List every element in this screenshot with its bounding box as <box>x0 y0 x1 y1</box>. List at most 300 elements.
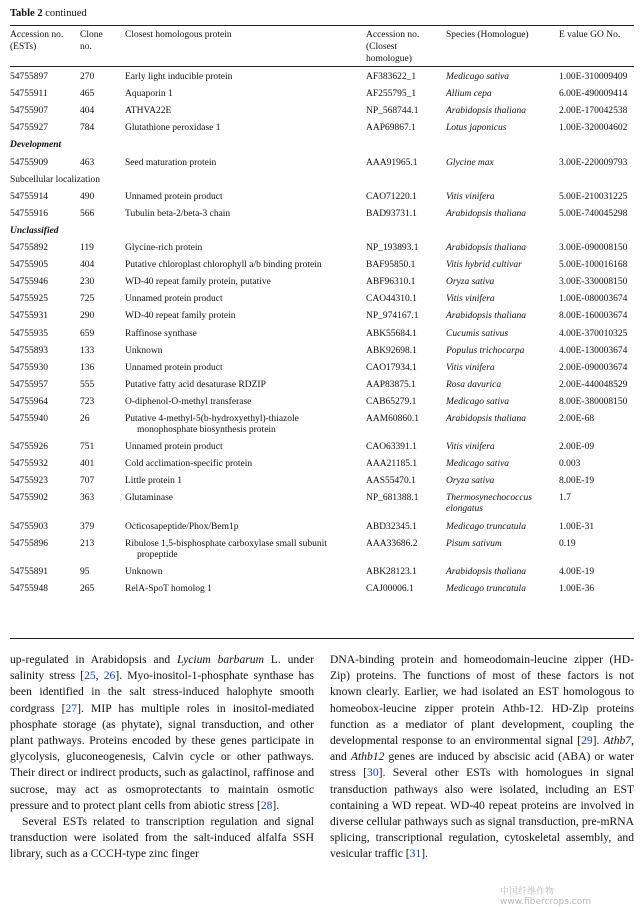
cell-accession-homologue-line: ABD32345.1 <box>366 521 417 532</box>
cell-protein-line: propeptide <box>137 549 178 560</box>
cell-accession-homologue-line: AAP69867.1 <box>366 123 416 134</box>
cell-evalue-go <box>559 459 580 470</box>
cell-clone <box>80 260 94 271</box>
cell-evalue-go-line: 5.00E-100016168 <box>559 260 628 271</box>
cell-protein <box>125 123 363 134</box>
cell-evalue-go-line: 0.19 <box>559 538 576 549</box>
cell-accession-est-line: 54755932 <box>10 459 48 470</box>
cell-protein-line: Glutaminase <box>125 493 174 504</box>
header-species: Species (Homologue) <box>446 30 529 40</box>
cell-protein <box>125 260 363 271</box>
cell-accession-est <box>10 260 48 271</box>
cell-evalue-go-line: 1.00E-31 <box>559 521 595 532</box>
cell-species-line: Allium cepa <box>446 89 492 100</box>
cell-accession-homologue-line: NP_974167.1 <box>366 311 419 322</box>
cell-evalue-go <box>559 158 627 169</box>
cell-evalue-go-line: 1.7 <box>559 493 571 504</box>
cell-clone-line: 136 <box>80 362 95 373</box>
cell-accession-homologue-line: CAO44310.1 <box>366 294 417 305</box>
citation-link[interactable]: 26 <box>103 669 116 683</box>
cell-accession-est-line: 54755907 <box>10 106 48 117</box>
cell-accession-homologue <box>366 192 417 203</box>
cell-clone <box>80 567 90 578</box>
cell-clone-line: 751 <box>80 442 95 453</box>
cell-evalue-go-line: 3.00E-330008150 <box>559 277 628 288</box>
cell-clone-line: 555 <box>80 379 95 390</box>
table-header-rule <box>10 66 634 67</box>
cell-accession-est-line: 54755916 <box>10 208 48 219</box>
cell-accession-est <box>10 192 48 203</box>
cell-protein-line: Glycine-rich protein <box>125 243 203 253</box>
header-accession-homologue: Accession no. (Closest homologue) <box>366 30 420 64</box>
cell-accession-homologue-line: ABF96310.1 <box>366 277 416 288</box>
cell-clone-line: 119 <box>80 243 94 253</box>
cell-species <box>446 346 558 357</box>
body-paragraph <box>330 652 634 863</box>
cell-species-line: Medicago sativa <box>446 459 510 470</box>
cell-accession-est <box>10 209 48 220</box>
cell-species <box>446 329 558 340</box>
cell-evalue-go <box>559 567 594 578</box>
cell-species <box>446 243 558 254</box>
text-run: ]. <box>272 798 280 812</box>
header-evalue-go: E value GO No. <box>559 30 621 40</box>
cell-accession-homologue <box>366 380 416 391</box>
cell-accession-homologue-line: NP_568744.1 <box>366 106 419 117</box>
cell-protein-line: Aquaporin 1 <box>125 89 173 100</box>
cell-accession-homologue-line: CAJ00006.1 <box>366 583 414 594</box>
cell-protein <box>125 106 363 117</box>
cell-evalue-go <box>559 522 594 533</box>
cell-accession-est-line: 54755891 <box>10 566 48 577</box>
cell-species <box>446 397 558 408</box>
cell-accession-est-line: 54755957 <box>10 379 48 390</box>
cell-accession-homologue-line: CAO63391.1 <box>366 442 417 453</box>
cell-species-line: Medicago truncatula <box>446 521 526 532</box>
cell-protein <box>125 89 363 100</box>
cell-clone <box>80 522 94 533</box>
cell-accession-homologue <box>366 106 419 117</box>
cell-accession-est <box>10 158 48 169</box>
cell-protein <box>125 414 363 436</box>
cell-protein-line: Little protein 1 <box>125 476 182 487</box>
cell-accession-homologue-line: NP_681388.1 <box>366 493 419 504</box>
cell-species <box>446 158 558 169</box>
cell-protein-line: Ribulose 1,5-bisphosphate carboxylase small subunit <box>125 538 327 549</box>
cell-accession-homologue <box>366 522 417 533</box>
cell-protein <box>125 294 363 305</box>
cell-species <box>446 260 558 271</box>
cell-clone <box>80 459 94 470</box>
cell-protein-line: Unnamed protein product <box>125 442 223 453</box>
cell-accession-homologue <box>366 277 415 288</box>
cell-protein-line: Unnamed protein product <box>125 191 223 202</box>
cell-clone-line: 725 <box>80 294 95 305</box>
cell-clone <box>80 106 94 117</box>
citation-link[interactable]: 30 <box>367 766 379 780</box>
cell-clone <box>80 539 94 550</box>
cell-accession-est <box>10 72 48 83</box>
cell-species <box>446 522 558 533</box>
cell-evalue-go <box>559 243 627 254</box>
text-run: ]. <box>421 847 428 861</box>
cell-clone <box>80 277 94 288</box>
cell-clone <box>80 209 94 220</box>
cell-clone <box>80 311 94 322</box>
cell-species-line: Glycine max <box>446 157 494 168</box>
cell-clone-line: 463 <box>80 157 95 168</box>
italic-term: Athb7 <box>603 734 632 748</box>
cell-accession-homologue-line: AF255795_1 <box>366 89 417 100</box>
cell-accession-est <box>10 346 48 357</box>
cell-accession-homologue <box>366 346 417 357</box>
cell-species-line: Arabidopsis thaliana <box>446 311 526 322</box>
cell-accession-homologue-line: ABK92698.1 <box>366 345 417 356</box>
cell-species <box>446 493 558 515</box>
cell-protein <box>125 209 363 220</box>
cell-accession-homologue-line: AAS55470.1 <box>366 476 416 487</box>
cell-accession-homologue-line: BAD93731.1 <box>366 208 417 219</box>
header-accession-est: Accession no. (ESTs) <box>10 30 64 52</box>
cell-species-line: Medicago truncatula <box>446 583 526 594</box>
table-caption-continued: continued <box>45 8 87 19</box>
cell-accession-homologue <box>366 584 414 595</box>
cell-accession-est <box>10 380 48 391</box>
cell-accession-est-line: 54755893 <box>10 345 48 356</box>
cell-species <box>446 123 558 134</box>
text-run: , <box>95 669 104 683</box>
cell-clone <box>80 72 94 83</box>
cell-clone <box>80 346 94 357</box>
cell-accession-homologue-line: AAA91965.1 <box>366 157 418 168</box>
cell-protein-line: ATHVA22E <box>125 106 172 117</box>
cell-evalue-go <box>559 209 627 220</box>
cell-accession-est-line: 54755946 <box>10 277 48 288</box>
body-column-right <box>330 652 634 863</box>
cell-accession-homologue <box>366 72 416 83</box>
cell-protein-line: Cold acclimation-specific protein <box>125 459 253 470</box>
cell-evalue-go <box>559 260 627 271</box>
cell-accession-est-line: 54755930 <box>10 362 48 373</box>
cell-evalue-go-line: 1.00E-36 <box>559 583 595 594</box>
cell-accession-est-line: 54755940 <box>10 414 48 424</box>
cell-clone-line: 363 <box>80 493 95 504</box>
cell-accession-homologue <box>366 260 415 271</box>
cell-clone-line: 230 <box>80 277 95 288</box>
text-run: genes are induced by abscisic acid (ABA) or water stress [ <box>330 750 634 780</box>
cell-protein <box>125 539 363 561</box>
cell-accession-est-line: 54755896 <box>10 538 48 549</box>
cell-accession-homologue <box>366 476 416 487</box>
cell-species-line: Arabidopsis thaliana <box>446 106 526 117</box>
cell-accession-homologue <box>366 209 417 220</box>
cell-evalue-go <box>559 414 594 425</box>
cell-accession-est-line: 54755903 <box>10 521 48 532</box>
cell-evalue-go <box>559 380 627 391</box>
watermark-text: 中国纤维作物 www.fibercrops.com <box>500 887 591 907</box>
cell-clone <box>80 476 94 487</box>
cell-evalue-go-line: 2.00E-440048529 <box>559 379 628 390</box>
cell-protein <box>125 380 363 391</box>
cell-species-line: Rosa davurica <box>446 379 502 390</box>
citation-link[interactable]: 27 <box>65 701 78 715</box>
cell-protein <box>125 363 363 374</box>
cell-protein <box>125 192 363 203</box>
cell-evalue-go-line: 2.00E-68 <box>559 414 595 424</box>
cell-protein-line: Putative chloroplast chlorophyll a/b binding protein <box>125 260 322 271</box>
cell-evalue-go-line: 3.00E-220009793 <box>559 157 628 168</box>
cell-species-line: Arabidopsis thaliana <box>446 566 526 577</box>
cell-species-line: Medicago sativa <box>446 396 510 407</box>
cell-protein-line: Unnamed protein product <box>125 294 223 305</box>
cell-clone-line: 213 <box>80 538 95 549</box>
cell-evalue-go-line: 1.00E-310009409 <box>559 72 628 82</box>
cell-species-line: Vitis hybrid cultivar <box>446 260 522 271</box>
cell-evalue-go <box>559 584 594 595</box>
cell-accession-est <box>10 539 48 550</box>
cell-accession-est-line: 54755897 <box>10 72 48 82</box>
cell-accession-est-line: 54755948 <box>10 583 48 594</box>
cell-evalue-go <box>559 493 571 504</box>
citation-link[interactable]: 31 <box>409 847 422 861</box>
cell-evalue-go <box>559 72 627 83</box>
cell-clone <box>80 397 94 408</box>
cell-clone <box>80 414 90 425</box>
cell-species-line: elongatus <box>446 504 483 515</box>
cell-evalue-go-line: 1.00E-080003674 <box>559 294 628 305</box>
cell-clone <box>80 192 94 203</box>
cell-protein <box>125 459 363 470</box>
text-run: DNA-binding protein and homeodomain-leucine zipper (HD-Zip) proteins. The functions of most of these factors is not known clearly. Earlier, we had isolated an EST homologous to homeobox-leucine zipper protein Athb-12. HD-Zip proteins function as a mediator of plant development, coupling the developmental response to an environmental signal [ <box>330 653 634 748</box>
cell-clone-line: 659 <box>80 328 95 339</box>
cell-species <box>446 363 558 374</box>
cell-accession-est-line: 54755911 <box>10 89 48 100</box>
cell-accession-est <box>10 493 48 504</box>
cell-species-line: Pisum sativum <box>446 538 502 549</box>
cell-protein-line: Seed maturation protein <box>125 157 217 168</box>
cell-protein <box>125 397 363 408</box>
cell-evalue-go-line: 5.00E-210031225 <box>559 191 628 202</box>
cell-evalue-go-line: 5.00E-740045298 <box>559 208 628 219</box>
cell-accession-est <box>10 397 48 408</box>
cell-species-line: Arabidopsis thaliana <box>446 243 526 253</box>
cell-clone <box>80 380 94 391</box>
text-run: ]. <box>592 734 604 748</box>
cell-accession-est <box>10 311 48 322</box>
citation-link[interactable]: 25 <box>84 669 96 683</box>
cell-protein-line: Octicosapeptide/Phox/Bem1p <box>125 521 239 532</box>
table-section-heading: Subcellular localization <box>10 174 100 185</box>
cell-evalue-go <box>559 192 627 203</box>
cell-accession-homologue <box>366 89 416 100</box>
cell-protein <box>125 329 363 340</box>
cell-species <box>446 414 558 425</box>
cell-accession-est <box>10 106 48 117</box>
cell-accession-homologue <box>366 493 419 504</box>
cell-clone <box>80 584 94 595</box>
table-top-rule <box>10 25 634 26</box>
cell-accession-homologue <box>366 243 419 254</box>
cell-protein-line: Unknown <box>125 566 163 577</box>
cell-accession-est-line: 54755927 <box>10 123 48 134</box>
cell-accession-est <box>10 442 48 453</box>
cell-protein <box>125 72 363 83</box>
cell-clone <box>80 123 94 134</box>
cell-accession-homologue <box>366 123 416 134</box>
cell-species <box>446 106 558 117</box>
cell-protein-line: WD-40 repeat family protein, putative <box>125 277 271 288</box>
cell-accession-est <box>10 89 48 100</box>
cell-protein <box>125 493 363 504</box>
cell-accession-homologue-line: CAO17934.1 <box>366 362 417 373</box>
cell-clone-line: 784 <box>80 123 95 134</box>
cell-protein <box>125 277 363 288</box>
cell-accession-est <box>10 243 48 254</box>
cell-evalue-go <box>559 363 627 374</box>
cell-evalue-go <box>559 277 627 288</box>
cell-evalue-go-line: 1.00E-320004602 <box>559 123 628 134</box>
table-bottom-rule <box>10 638 634 639</box>
text-run: ]. Several other ESTs with homologues in signal transduction pathways also were isolated, including an EST containing a WD repeat. WD-40 repeat proteins are involved in diverse cellular pathways such as signal transduction, pre-mRNA splicing, transcriptional regulation, cytoskeletal assembly, and vesicular traffic [ <box>330 766 634 861</box>
cell-species-line: Vitis vinifera <box>446 442 495 453</box>
cell-accession-homologue <box>366 414 419 425</box>
cell-accession-homologue <box>366 567 417 578</box>
cell-evalue-go-line: 4.00E-19 <box>559 566 595 577</box>
cell-accession-homologue-line: AAM60860.1 <box>366 414 420 424</box>
cell-evalue-go <box>559 106 627 117</box>
cell-evalue-go-line: 2.00E-090003674 <box>559 362 628 373</box>
cell-species <box>446 192 558 203</box>
cell-accession-homologue <box>366 158 417 169</box>
cell-species <box>446 294 558 305</box>
cell-accession-est-line: 54755905 <box>10 260 48 271</box>
cell-accession-homologue <box>366 459 417 470</box>
cell-clone-line: 26 <box>80 414 90 424</box>
cell-evalue-go <box>559 89 627 100</box>
cell-accession-homologue-line: NP_193893.1 <box>366 243 419 253</box>
cell-protein-line: Early light inducible protein <box>125 72 233 82</box>
table-caption-label: Table 2 <box>10 8 43 19</box>
text-run: ]. MIP has multiple roles in inositol-mediated phosphate storage (as phytate), signal transduction, and other plant pathways. Proteins encoded by these genes participate in glycolysis, gluconeogenesis, Calvin cycle or other pathways. Their direct or indirect products, such as galactinol, raffinose and sucrose, may act as osmoprotectants to maintain osmotic pressure and to protect plant cells from abiotic stress [ <box>10 701 314 812</box>
text-run: , and <box>330 734 634 764</box>
cell-protein-line: RelA-SpoT homolog 1 <box>125 583 212 594</box>
table-section-heading: Development <box>10 140 62 151</box>
cell-evalue-go <box>559 442 594 453</box>
cell-clone <box>80 329 94 340</box>
cell-clone <box>80 243 94 254</box>
cell-evalue-go-line: 2.00E-170042538 <box>559 106 628 117</box>
cell-protein <box>125 158 363 169</box>
cell-evalue-go-line: 4.00E-130003674 <box>559 345 628 356</box>
cell-evalue-go-line: 3.00E-090008150 <box>559 243 628 253</box>
cell-evalue-go <box>559 476 594 487</box>
text-run: ]. Myo-inositol-1-phosphate synthase has been identified in the salt stress-induced halophyte smooth cordgrass [ <box>10 669 315 715</box>
cell-clone <box>80 158 94 169</box>
cell-accession-homologue <box>366 539 417 550</box>
cell-evalue-go <box>559 329 627 340</box>
cell-accession-est-line: 54755914 <box>10 191 48 202</box>
cell-evalue-go <box>559 346 627 357</box>
cell-evalue-go-line: 8.00E-19 <box>559 476 595 487</box>
cell-clone-line: 490 <box>80 191 95 202</box>
cell-protein <box>125 476 363 487</box>
cell-species-line: Arabidopsis thaliana <box>446 208 526 219</box>
cell-protein <box>125 522 363 533</box>
cell-species <box>446 584 558 595</box>
cell-accession-homologue-line: BAF95850.1 <box>366 260 416 271</box>
cell-accession-est-line: 54755925 <box>10 294 48 305</box>
header-clone: Clone no. <box>80 30 103 52</box>
cell-accession-est <box>10 584 48 595</box>
italic-term: Athb12 <box>350 750 385 764</box>
cell-evalue-go <box>559 397 627 408</box>
cell-species-line: Oryza sativa <box>446 476 495 487</box>
cell-evalue-go-line: 8.00E-380008150 <box>559 396 628 407</box>
cell-protein <box>125 243 363 254</box>
italic-term: Lycium barbarum <box>176 653 264 666</box>
cell-species-line: Vitis vinifera <box>446 362 495 373</box>
cell-clone-line: 401 <box>80 459 95 470</box>
cell-species <box>446 89 558 100</box>
cell-accession-est-line: 54755964 <box>10 396 48 407</box>
cell-protein <box>125 584 363 595</box>
cell-protein-line: O-diphenol-O-methyl transferase <box>125 396 252 407</box>
cell-protein-line: Unnamed protein product <box>125 362 223 373</box>
citation-link[interactable]: 28 <box>260 798 273 812</box>
cell-protein-line: Tubulin beta-2/beta-3 chain <box>125 208 231 219</box>
cell-species-line: Vitis vinifera <box>446 294 495 305</box>
cell-accession-homologue-line: CAB65279.1 <box>366 396 417 407</box>
cell-species-line: Oryza sativa <box>446 277 495 288</box>
cell-species <box>446 539 558 550</box>
cell-protein-line: monophosphate biosynthesis protein <box>137 425 276 435</box>
cell-accession-est-line: 54755935 <box>10 328 48 339</box>
cell-accession-homologue-line: ABK28123.1 <box>366 566 417 577</box>
cell-clone <box>80 89 94 100</box>
cell-clone-line: 707 <box>80 476 95 487</box>
cell-clone-line: 133 <box>80 345 95 356</box>
cell-clone-line: 723 <box>80 396 95 407</box>
cell-accession-est <box>10 277 48 288</box>
cell-accession-est-line: 54755892 <box>10 243 48 253</box>
cell-species-line: Lotus japonicus <box>446 123 507 134</box>
cell-accession-est-line: 54755926 <box>10 442 48 453</box>
cell-species-line: Populus trichocarpa <box>446 345 525 356</box>
cell-evalue-go-line: 0.003 <box>559 459 581 470</box>
cell-accession-est <box>10 476 48 487</box>
cell-accession-est <box>10 414 48 425</box>
cell-accession-est-line: 54755909 <box>10 157 48 168</box>
cell-accession-est-line: 54755902 <box>10 493 48 504</box>
cell-clone <box>80 363 94 374</box>
cell-accession-est <box>10 567 48 578</box>
cell-accession-homologue-line: AF383622_1 <box>366 72 417 82</box>
cell-accession-homologue-line: AAA21185.1 <box>366 459 418 470</box>
cell-clone <box>80 493 94 504</box>
cell-accession-est <box>10 363 48 374</box>
citation-link[interactable]: 29 <box>581 734 593 748</box>
cell-protein-line: Glutathione peroxidase 1 <box>125 123 221 134</box>
cell-protein <box>125 346 363 357</box>
cell-clone-line: 270 <box>80 72 95 82</box>
cell-accession-homologue <box>366 329 417 340</box>
cell-accession-homologue-line: ABK55684.1 <box>366 328 417 339</box>
text-run: up-regulated in Arabidopsis and <box>10 653 177 666</box>
cell-evalue-go <box>559 539 576 550</box>
header-protein: Closest homologous protein <box>125 30 232 40</box>
cell-evalue-go <box>559 294 627 305</box>
cell-protein-line: WD-40 repeat family protein <box>125 311 236 322</box>
